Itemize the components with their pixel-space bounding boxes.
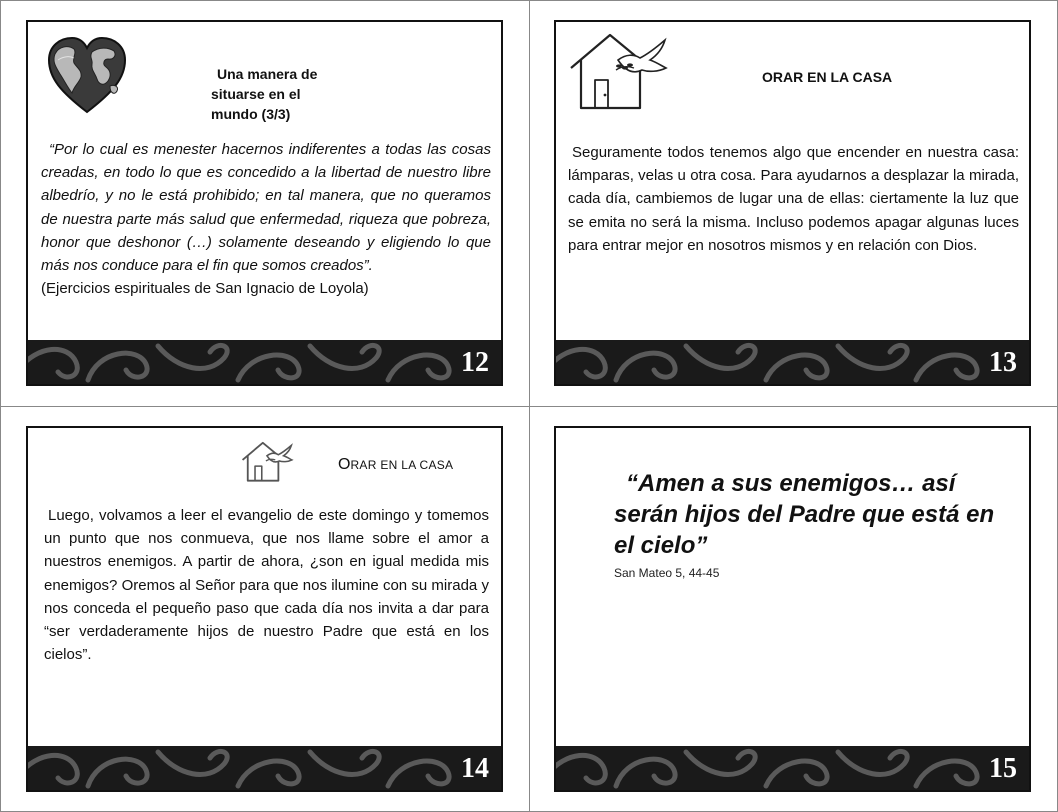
card-15-source: San Mateo 5, 44-45 [614,566,720,580]
page-number-15: 15 [989,753,1017,784]
globe-heart-icon [46,36,128,116]
card-14-title-initial: O [338,456,351,473]
decorative-band [556,340,1029,384]
card-13 [554,20,1031,386]
card-13-title: ORAR EN LA CASA [762,69,893,85]
card-15-quote-line-1: “Amen a sus enemigos… así [626,470,956,497]
card-14-body-text: Luego, volvamos a leer el evangelio de este domingo y tomemos un punto que nos conmueva, que nos llame sobre el amor a nuestros enemigos. A partir de ahora, ¿son en igual medida mis enemigos? Oremos al Señor para que nos ilumine con su mirada y nos conceda el pequeño paso que cada día nos invita a dar para “ser verdaderamente hijos de nuestro Padre que está en los cielos”. [44,507,489,664]
card-12-reference: (Ejercicios espirituales de San Ignacio de Loyola) [41,280,369,298]
decorative-band [28,340,501,384]
decorative-band [28,746,501,790]
card-12-quote-text: “Por lo cual es menester hacernos indiferentes a todas las cosas creadas, en todo lo que es concedido a la libertad de nuestro libre albedrío, y no le está prohibido; en tal manera, que no queramos de nuestra parte más salud que enfermedad, riqueza que pobreza, honor que deshonor (…) solamente deseando y eligiendo lo que más nos conduce para el fin que somos creados”. [41,141,491,275]
card-12 [26,20,503,386]
page-number-13: 13 [989,347,1017,378]
card-14-title [338,454,453,475]
card-14-body [44,504,489,666]
house-dove-small-icon [241,441,295,483]
page-number-14: 14 [461,753,489,784]
card-14 [26,426,503,792]
decorative-band [556,746,1029,790]
card-15-quote [614,468,1024,561]
card-12-title-line-1: Una manera de [217,66,318,82]
page-number-12: 12 [461,347,489,378]
card-15 [554,426,1031,792]
card-13-body-text: Seguramente todos tenemos algo que encender en nuestra casa: lámparas, velas u otra cosa. Para ayudarnos a desplazar la mirada, cada día, cambiemos de lugar una de ellas: ciertamente la luz que se emita no será la misma. Incluso podemos apagar algunas luces para entrar mejor en nosotros mismos y en relación con Dios. [568,144,1019,254]
card-15-quote-line-2: serán hijos del Padre que está en [614,501,995,528]
card-12-title-line-3: mundo (3/3) [211,106,291,122]
card-12-title [211,64,371,124]
card-13-body [568,141,1019,257]
card-12-title-line-2: situarse en el [211,86,301,102]
card-12-quote [41,138,491,300]
house-dove-icon [568,32,672,112]
card-14-title-rest: RAR EN LA CASA [350,458,454,472]
card-15-quote-line-3: el cielo” [614,532,708,559]
